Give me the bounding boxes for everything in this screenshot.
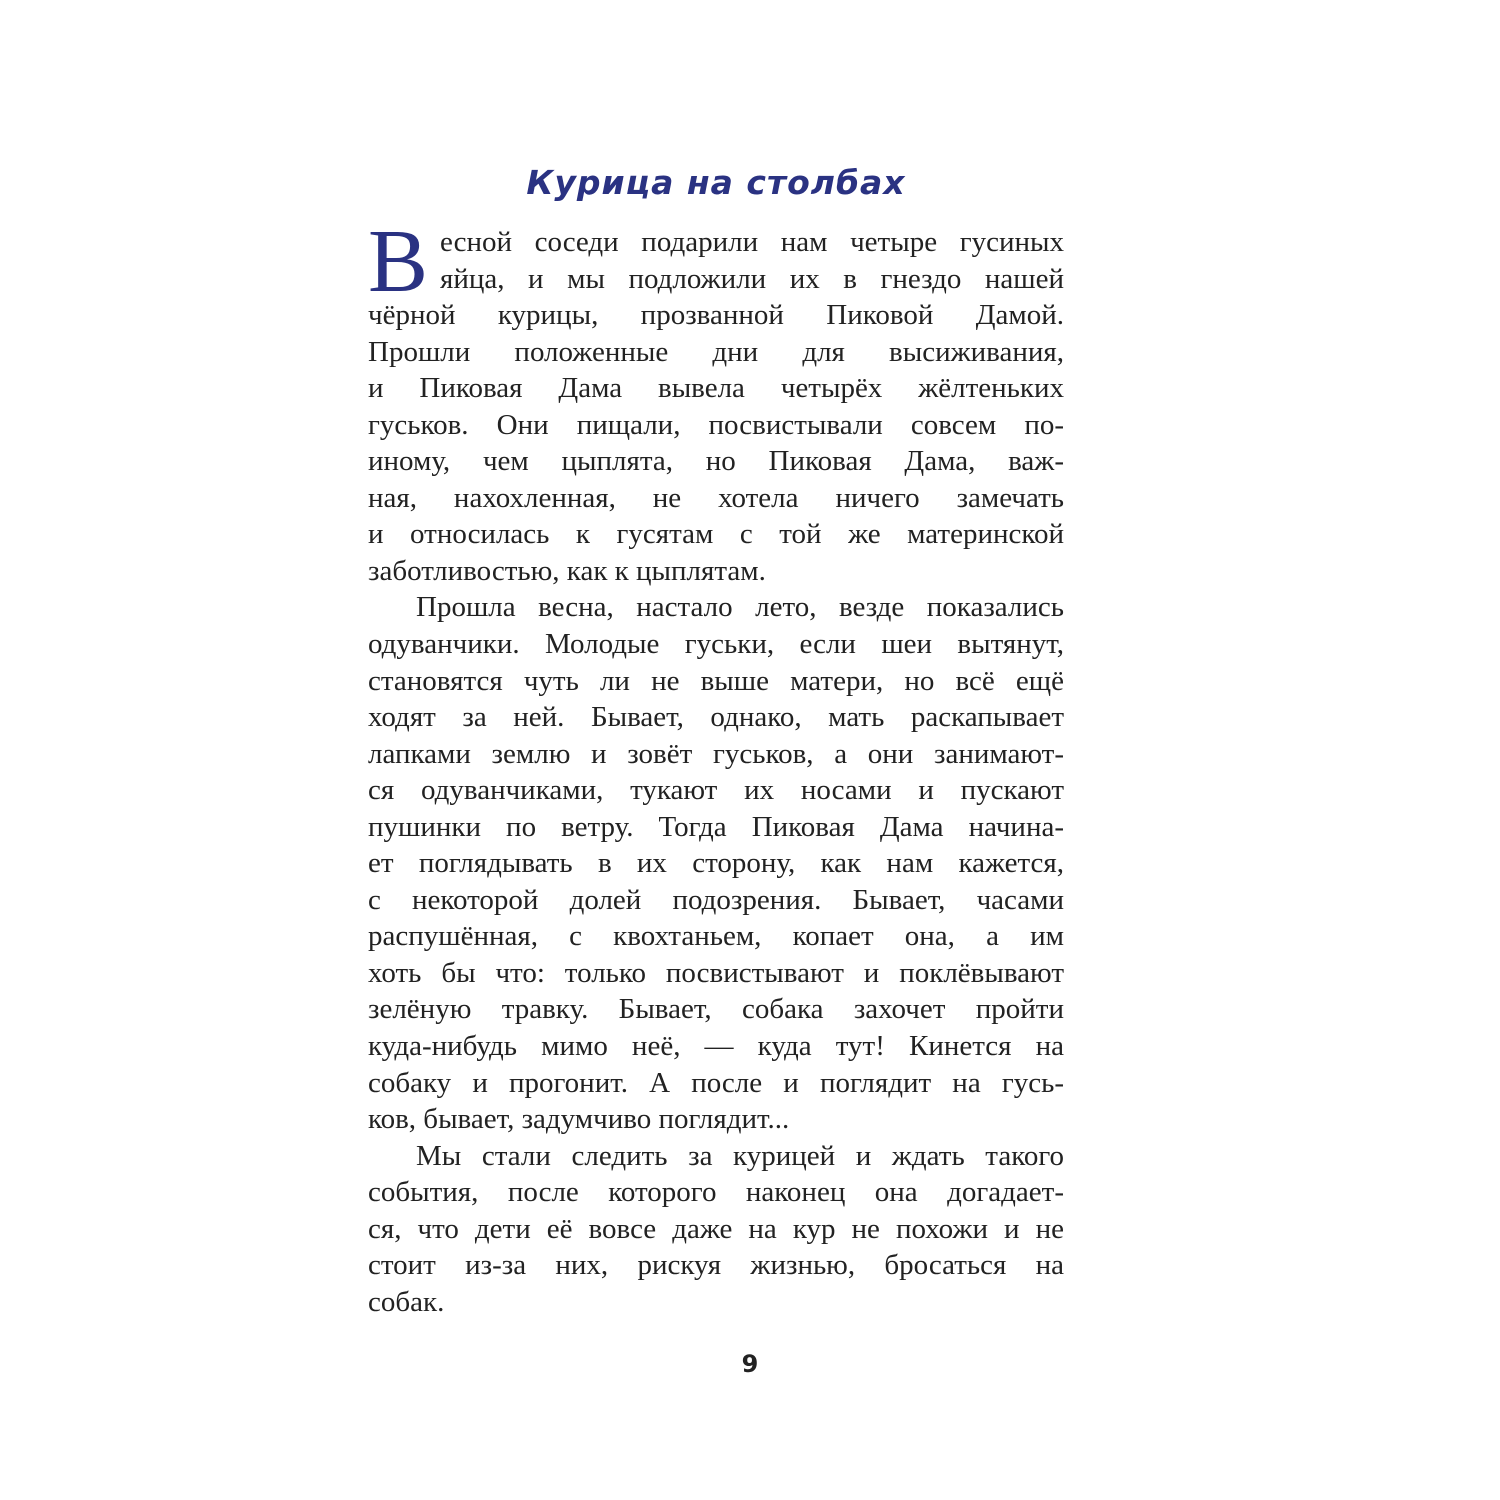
text-line: гуськов. Они пищали, посвистывали совсем по-: [368, 408, 1064, 441]
text-line: ная, нахохленная, не хотела ничего замечать: [368, 481, 1064, 514]
text-line: иному, чем цыплята, но Пиковая Дама, важ-: [368, 445, 1064, 478]
text-line: ходят за ней. Бывает, однако, мать раскапывает: [368, 701, 1064, 734]
text-line: яйца, и мы подложили их в гнездо нашей: [440, 262, 1064, 295]
text-line: чёрной курицы, прозванной Пиковой Дамой.: [368, 299, 1064, 332]
text-line: распушённая, с квохтаньем, копает она, а им: [368, 920, 1064, 953]
chapter-title: Курица на столбах: [526, 163, 906, 202]
text-line: лапками землю и зовёт гуськов, а они занимают-: [368, 737, 1064, 770]
text-line: Прошли положенные дни для высиживания,: [368, 335, 1064, 368]
text-line: с некоторой долей подозрения. Бывает, часами: [368, 883, 1064, 916]
page-number: 9: [741, 1350, 759, 1378]
text-line: Мы стали следить за курицей и ждать такого: [416, 1139, 1064, 1172]
text-line: заботливостью, как к цыплятам.: [368, 554, 766, 587]
page-text: [368, 212, 1064, 1320]
text-line: ков, бывает, задумчиво поглядит...: [368, 1103, 790, 1136]
text-line: пушинки по ветру. Тогда Пиковая Дама начина-: [368, 810, 1064, 843]
text-line: и относилась к гусятам с той же материнской: [368, 518, 1064, 551]
text-line: стоит из-за них, рискуя жизнью, бросаться на: [368, 1249, 1064, 1282]
text-line: зелёную травку. Бывает, собака захочет пройти: [368, 993, 1064, 1026]
text-line: хоть бы что: только посвистывают и поклёвывают: [368, 956, 1064, 989]
text-line: есной соседи подарили нам четыре гусиных: [440, 226, 1064, 258]
text-line: и Пиковая Дама вывела четырёх жёлтеньких: [368, 372, 1064, 405]
text-line: собак.: [368, 1285, 445, 1318]
drop-cap: В: [368, 212, 429, 311]
text-line: становятся чуть ли не выше матери, но всё ещё: [368, 664, 1064, 697]
text-line: ет поглядывать в их сторону, как нам кажется,: [368, 847, 1064, 880]
text-line: одуванчики. Молодые гуськи, если шеи вытянут,: [368, 628, 1064, 661]
text-line: собаку и прогонит. А после и поглядит на гусь-: [368, 1066, 1064, 1099]
text-line: Прошла весна, настало лето, везде показались: [416, 591, 1064, 624]
text-line: куда-нибудь мимо неё, — куда тут! Кинется на: [368, 1030, 1064, 1063]
text-line: ся одуванчиками, тукают их носами и пускают: [368, 774, 1064, 807]
text-line: ся, что дети её вовсе даже на кур не похожи и не: [368, 1212, 1064, 1245]
text-line: события, после которого наконец она догадает-: [368, 1176, 1064, 1209]
